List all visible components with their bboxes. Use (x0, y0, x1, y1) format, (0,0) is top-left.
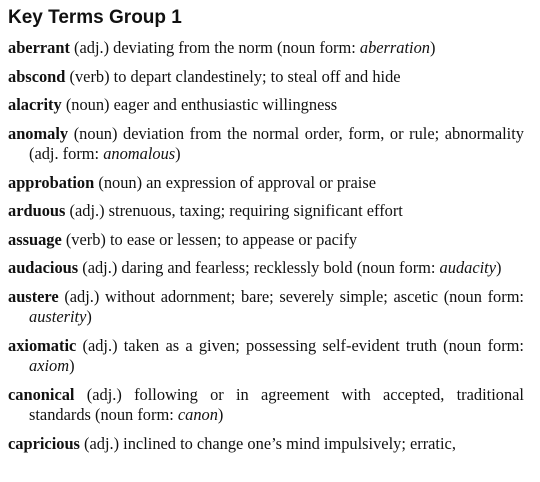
glossary-entry (8, 434, 524, 455)
glossary-entry (8, 287, 524, 328)
entry-definition: (verb) to ease or lessen; to appease or pacify (65, 229, 358, 249)
entry-derived-form: austerity (29, 307, 87, 326)
entry-definition: (adj.) inclined to change one’s mind impulsively; erratic, (84, 433, 456, 453)
entry-close: ) (69, 356, 75, 375)
entry-close: ) (217, 405, 224, 424)
entry-derived-form: axiom (29, 356, 70, 375)
entry-definition: (adj.) daring and fearless; recklessly bold (noun form: (82, 258, 440, 277)
glossary-entry (8, 201, 524, 222)
glossary-entry (8, 336, 524, 377)
entry-term: anomaly (8, 123, 69, 143)
entry-definition: (adj.) taken as a given; possessing self-evident truth (noun form: (82, 335, 524, 355)
glossary-entry (8, 173, 524, 194)
entry-derived-form: audacity (439, 258, 496, 277)
entry-close: ) (430, 38, 436, 57)
entry-term: austere (8, 286, 59, 306)
entry-derived-form: aberration (359, 38, 430, 57)
entry-term: approbation (8, 172, 95, 192)
entry-definition: (noun) eager and enthusiastic willingness (65, 95, 338, 114)
glossary-entry (8, 124, 524, 165)
entry-derived-form: canon (177, 405, 218, 424)
glossary-entry (8, 95, 524, 116)
glossary-entry (8, 258, 524, 279)
glossary-entry (8, 67, 524, 88)
entry-close: ) (496, 258, 502, 277)
entry-term: axiomatic (8, 335, 77, 355)
entry-definition: (adj.) following or in agreement with accepted, traditional standards (noun form: (29, 384, 524, 424)
entry-derived-form: anomalous (103, 144, 176, 163)
entry-close: ) (86, 307, 92, 326)
entry-definition: (adj.) deviating from the norm (noun form: (74, 38, 360, 57)
glossary-entry (8, 385, 524, 426)
entry-definition: (noun) an expression of approval or praise (98, 172, 376, 192)
entry-close: ) (175, 144, 181, 163)
glossary-entry (8, 38, 524, 59)
entry-term: assuage (8, 229, 62, 249)
entry-definition: (adj.) strenuous, taxing; requiring significant effort (69, 201, 403, 220)
page-title: Key Terms Group 1 (8, 7, 182, 28)
entry-definition: (adj.) without adornment; bare; severely simple; ascetic (noun form: (64, 286, 524, 306)
entry-term: arduous (8, 201, 66, 220)
entry-definition: (verb) to depart clandestinely; to steal off and hide (69, 66, 401, 86)
entry-term: aberrant (8, 38, 70, 57)
entry-term: alacrity (8, 95, 62, 114)
entry-term: abscond (8, 66, 66, 86)
entry-term: capricious (8, 433, 80, 453)
entry-definition: (noun) deviation from the normal order, form, or rule; abnormality (adj. form: (29, 123, 524, 163)
glossary-entry (8, 230, 524, 251)
entry-term: audacious (8, 258, 79, 277)
entry-term: canonical (8, 384, 75, 404)
